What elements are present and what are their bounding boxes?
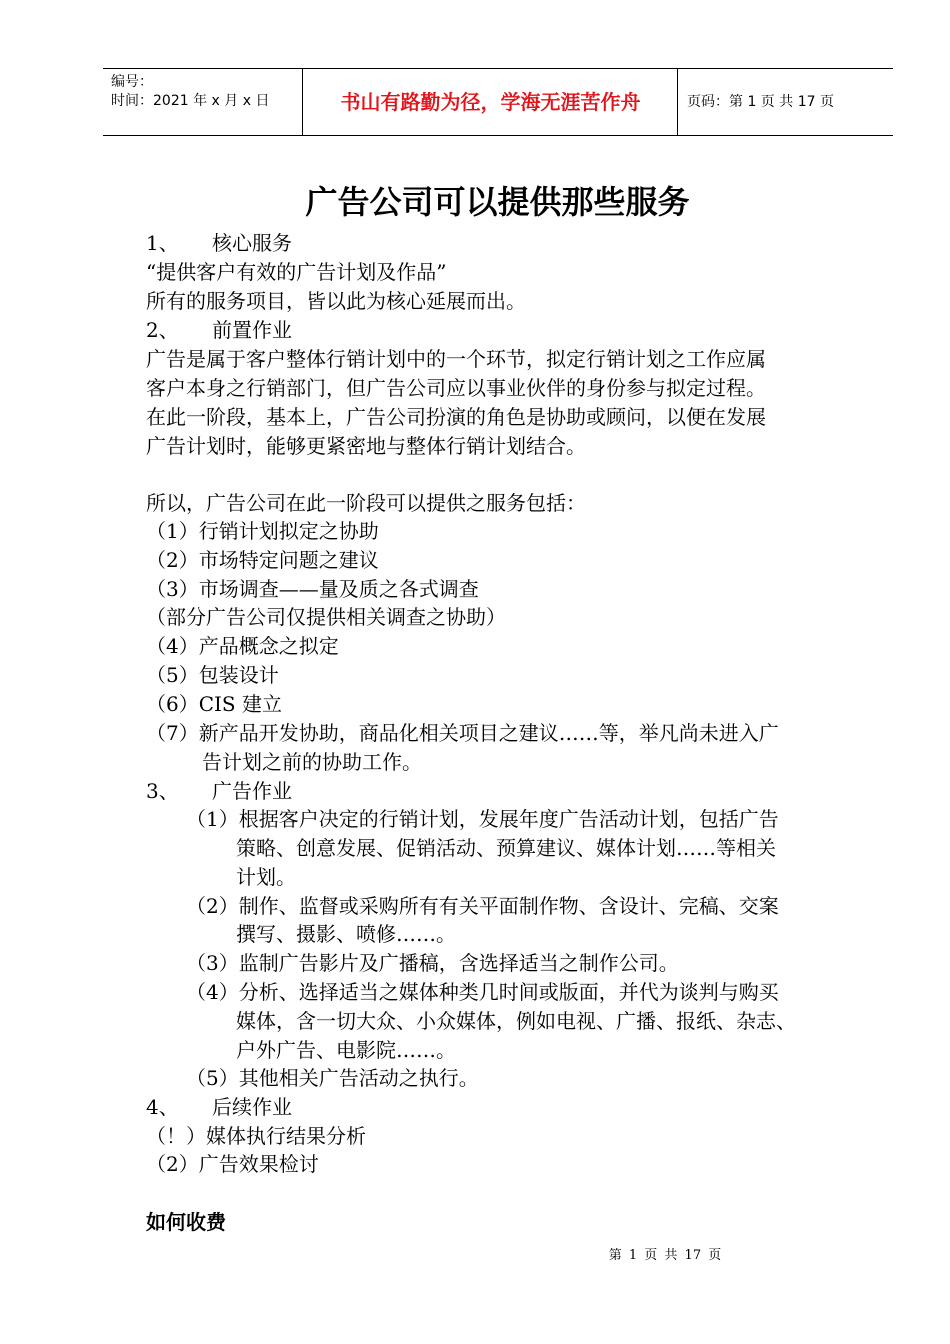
section-heading (146, 1093, 292, 1121)
list-item: （5）包装设计 (146, 663, 279, 687)
section-heading (146, 777, 292, 805)
time-label: 时间：2021 年 x 月 x 日 (111, 93, 270, 109)
document-header (103, 68, 893, 136)
section-number: 3、 (146, 779, 179, 803)
page-footer: 第 1 页 共 17 页 (608, 1248, 722, 1263)
section-title: 前置作业 (212, 318, 292, 342)
list-item: （1）根据客户决定的行销计划，发展年度广告活动计划，包括广告 (186, 807, 779, 831)
paragraph-line: “提供客户有效的广告计划及作品” (146, 260, 447, 284)
list-item: （4）分析、选择适当之媒体种类几时间或版面，并代为谈判与购买 (186, 980, 779, 1004)
section-number: 4、 (146, 1095, 179, 1119)
section-heading (146, 316, 292, 344)
paragraph-line: 所以，广告公司在此一阶段可以提供之服务包括： (146, 491, 586, 515)
number-label: 编号： (111, 74, 153, 90)
paragraph-line: 在此一阶段，基本上，广告公司扮演的角色是协助或顾问，以便在发展 (146, 405, 766, 429)
list-item: （2）广告效果检讨 (146, 1152, 319, 1176)
header-meta-cell (103, 69, 303, 135)
list-item: （2）制作、监督或采购所有有关平面制作物、含设计、完稿、交案 (186, 894, 779, 918)
list-item-continuation: 计划。 (236, 865, 296, 889)
fee-heading: 如何收费 (146, 1210, 226, 1234)
paragraph-line: 广告是属于客户整体行销计划中的一个环节，拟定行销计划之工作应属 (146, 347, 766, 371)
section-title: 后续作业 (212, 1095, 292, 1119)
section-number: 2、 (146, 318, 179, 342)
paragraph-line: 所有的服务项目，皆以此为核心延展而出。 (146, 289, 526, 313)
list-item: （3）监制广告影片及广播稿，含选择适当之制作公司。 (186, 951, 679, 975)
paragraph-line: 客户本身之行销部门，但广告公司应以事业伙伴的身份参与拟定过程。 (146, 376, 766, 400)
list-item: （3）市场调查——量及质之各式调查 (146, 577, 479, 601)
list-item: （2）市场特定问题之建议 (146, 548, 379, 572)
list-item: （！）媒体执行结果分析 (146, 1124, 366, 1148)
list-item: （1）行销计划拟定之协助 (146, 519, 379, 543)
list-item-continuation: 户外广告、电影院……。 (236, 1038, 456, 1062)
list-item: （5）其他相关广告活动之执行。 (186, 1066, 479, 1090)
section-title: 广告作业 (212, 779, 292, 803)
paragraph-line: 广告计划时，能够更紧密地与整体行销计划结合。 (146, 434, 586, 458)
list-item-continuation: 策略、创意发展、促销活动、预算建议、媒体计划……等相关 (236, 836, 776, 860)
section-number: 1、 (146, 231, 179, 255)
list-item-continuation: 告计划之前的协助工作。 (202, 750, 422, 774)
section-heading (146, 229, 292, 257)
list-item: （部分广告公司仅提供相关调查之协助） (146, 605, 506, 629)
list-item: （7）新产品开发协助，商品化相关项目之建议……等，举凡尚未进入广 (146, 721, 779, 745)
header-motto: 书山有路勤为径，学海无涯苦作舟 (304, 69, 678, 135)
page-title: 广告公司可以提供那些服务 (305, 183, 690, 221)
list-item: （6）CIS 建立 (146, 692, 282, 716)
list-item-continuation: 撰写、摄影、喷修……。 (236, 922, 456, 946)
list-item-continuation: 媒体，含一切大众、小众媒体，例如电视、广播、报纸、杂志、 (236, 1009, 796, 1033)
header-page-info: 页码：第 1 页 共 17 页 (687, 94, 834, 110)
section-title: 核心服务 (212, 231, 292, 255)
list-item: （4）产品概念之拟定 (146, 634, 339, 658)
